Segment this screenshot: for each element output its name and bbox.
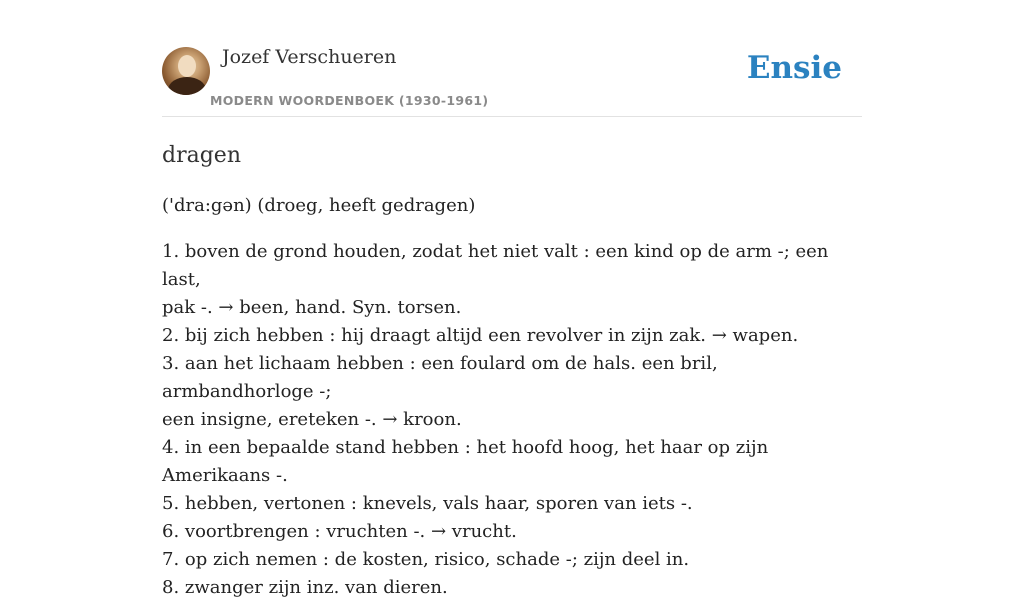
author-avatar[interactable]: [162, 47, 210, 95]
entry-term: dragen: [162, 143, 241, 168]
author-name[interactable]: Jozef Verschueren: [222, 46, 397, 68]
definition-line: 5. hebben, vertonen : knevels, vals haar, sporen van iets -.: [162, 493, 693, 514]
definition-line: 2. bij zich hebben : hij draagt altijd een revolver in zijn zak. → wapen.: [162, 325, 799, 346]
definition-line: 1. boven de grond houden, zodat het niet valt : een kind op de arm -; een last,: [162, 241, 829, 290]
avatar-body: [168, 77, 206, 95]
entry-definitions: [162, 238, 862, 602]
definition-line: 8. zwanger zijn inz. van dieren.: [162, 577, 448, 598]
definition-line: 6. voortbrengen : vruchten -. → vrucht.: [162, 521, 517, 542]
brand-logo[interactable]: Ensie: [746, 50, 842, 86]
entry-header: [162, 40, 862, 117]
source-label[interactable]: MODERN WOORDENBOEK (1930-1961): [210, 93, 489, 108]
definition-line: pak -. → been, hand. Syn. torsen.: [162, 297, 462, 318]
definition-line: 4. in een bepaalde stand hebben : het hoofd hoog, het haar op zijn Amerikaans -.: [162, 437, 769, 486]
entry-card: [162, 40, 862, 602]
entry-pronunciation: ('dra:gən) (droeg, heeft gedragen): [162, 195, 476, 216]
definition-line: 7. op zich nemen : de kosten, risico, schade -; zijn deel in.: [162, 549, 690, 570]
definition-line: een insigne, ereteken -. → kroon.: [162, 409, 462, 430]
definition-line: 3. aan het lichaam hebben : een foulard om de hals. een bril, armbandhorloge -;: [162, 353, 718, 402]
avatar-face: [178, 55, 196, 77]
